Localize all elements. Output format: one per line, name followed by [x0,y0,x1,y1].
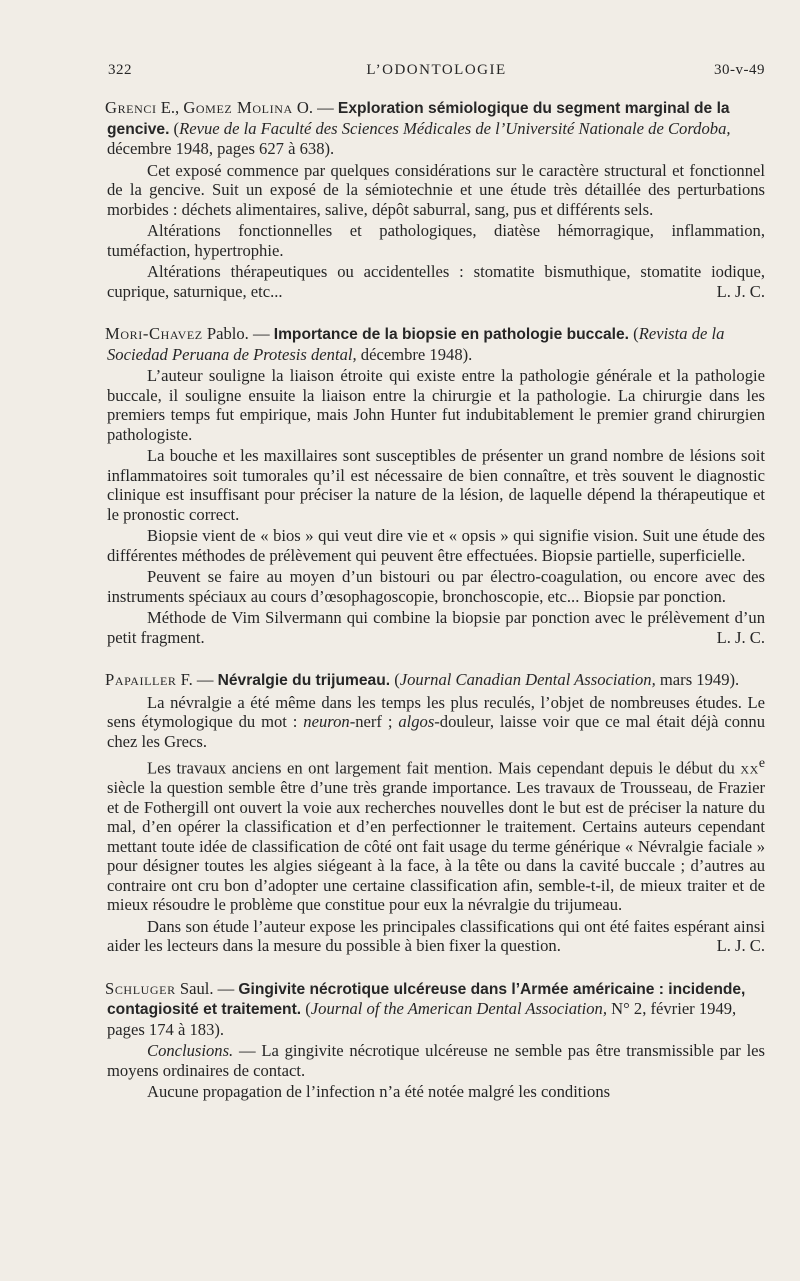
paragraph-text: Les travaux anciens en ont largement fait mention. Mais cependant depuis le début du [147,758,741,778]
signature: L. J. C. [716,281,765,301]
paragraph-text: siècle la question semble être d’une très grande importance. Les travaux de Trousseau, de Frazier et de Fothergill ont ouvert la voie aux recherches nouvelles dont le but est de préciser la nature du mal, d’en opérer la classification et d’en perfectionner le traitement. Certains auteurs cependant mettant toute idée de classification de côté ont fait usage du terme générique « Névralgie faciale » pour désigner toutes les algies siégeant à la face, à la tête ou dans la cavité buccale ; d’autres au contraire ont cru bon d’adopter une certaine classification afin, semble-t-il, de mieux traiter et de mieux résoudre le problème que constitue pour eux la névralgie du trijumeau. [107,778,765,915]
issue-date: 30-v-49 [714,62,765,78]
running-head [108,62,765,84]
paragraph-text: La névralgie a été même dans les temps les plus reculés, l’objet de nombreuses études. Le sens étymologique du mot : [107,692,765,731]
paragraph-text: Méthode de Vim Silvermann qui combine la biopsie par ponction avec le prélèvement d’un petit fragment. [107,608,765,647]
paragraph [107,608,765,647]
author-name: Papailler [105,670,177,689]
text-column [107,98,765,1125]
paragraph [107,693,765,752]
source-paren: ( [301,999,311,1019]
author-initials: Pablo. — [202,324,274,343]
review-entry-papailler [107,670,765,956]
entry-heading [107,324,765,364]
paragraph: Biopsie vient de « bios » qui veut dire vie et « opsis » qui signifie vision. Suit une étude des différentes méthodes de prélèvement qui peuvent être effectuées. Biopsie partielle, superficielle. [107,526,765,565]
source-paren: ( [629,324,639,343]
source-journal: Revista de la Sociedad Peruana de Protesis dental, [107,324,725,364]
paragraph [107,753,765,915]
author-name: Gomez Molina [183,98,293,117]
author-name: Mori-Chavez [105,324,203,343]
author-initials: O. — [292,98,338,117]
source-journal: Revue de la Faculté des Sciences Médicales de l’Université Nationale de Cordoba, [179,118,731,138]
article-title: Importance de la biopsie en pathologie buccale. [273,326,630,343]
paragraph: Peuvent se faire au moyen d’un bistouri ou par électro-coagulation, ou encore avec des instruments spéciaux au cours d’œsophagoscopie, bronchoscopie, etc... Biopsie par ponction. [107,567,765,606]
source-paren: ( [390,670,400,689]
review-entry-schluger [107,979,765,1102]
article-title: Gingivite nécrotique ulcéreuse dans l’Armée américaine : incidende, contagiosité et traitement. [107,980,746,1019]
paragraph-text: -nerf ; [349,712,399,731]
journal-title: L’ODONTOLOGIE [366,62,507,78]
paragraph: L’auteur souligne la liaison étroite qui existe entre la pathologie générale et la pathologie buccale, il souligne ensuite la liaison entre la chirurgie et la pathologie. La chirurgie dans les premiers temps fut empirique, mais John Hunter fut indubitablement le premier grand chirurgien pathologiste. [107,366,765,444]
author-name: Schluger [105,978,176,998]
paragraph-text: Altérations thérapeutiques ou accidentelles : stomatite bismuthique, stomatite iodique, cuprique, saturnique, etc... [107,262,765,301]
entry-heading [107,670,765,691]
source-journal: Journal of the American Dental Association, [310,999,607,1019]
source-details: N° 2, février 1949, pages 174 à 183). [107,999,737,1039]
page-number: 322 [108,62,132,78]
signature: L. J. C. [716,627,765,647]
entry-heading [107,98,765,159]
conclusions-label: Conclusions. [147,1041,234,1061]
paragraph: Aucune propagation de l’infection n’a été notée malgré les conditions [147,1082,611,1102]
paragraph [107,262,765,301]
author-name: Grenci [105,98,157,117]
source-paren: ( [169,118,180,138]
source-details: décembre 1948, pages 627 à 638). [107,139,335,158]
author-initials: Saul. — [175,978,239,998]
greek-term: algos [398,712,435,731]
source-details: décembre 1948). [356,344,473,364]
century-numeral: xx [740,758,759,778]
paragraph [107,917,765,956]
paragraph: Altérations fonctionnelles et pathologiques, diatèse hémorragique, inflammation, tuméfaction, hypertrophie. [107,221,765,260]
paragraph [107,1041,765,1080]
author-initials: F. — [176,670,218,689]
paragraph-text: — La gingivite nécrotique ulcéreuse ne semble pas être transmissible par les moyens ordinaires de contact. [107,1041,765,1080]
paragraph-text: Dans son étude l’auteur expose les principales classifications qui ont été faites espérant ainsi aider les lecteurs dans la mesure du possible à bien fixer la question. [107,916,765,956]
paragraph: Cet exposé commence par quelques considérations sur le caractère structural et fonctionnel de la gencive. Suit un exposé de la sémiotechnie et une étude très détaillée des perturbations morbides : déchets alimentaires, salive, dépôt saburral, sang, pus et différents sels. [107,160,765,219]
review-entry-mori-chavez [107,324,765,647]
signature: L. J. C. [716,936,765,956]
paragraph-text: -douleur, laisse voir que ce mal était déjà connu chez les Grecs. [107,712,765,751]
article-title: Névralgie du trijumeau. [217,672,391,689]
author-initials: E., [156,98,184,117]
source-journal: Journal Canadian Dental Association, [399,670,656,689]
source-details: mars 1949). [655,670,740,689]
entry-heading [107,979,765,1040]
review-entry-grenci [107,98,765,301]
century-suffix: e [758,755,765,770]
article-title: Exploration sémiologique du segment marginal de la gencive. [107,100,730,138]
greek-term: neuron [303,712,350,731]
paragraph: La bouche et les maxillaires sont susceptibles de présenter un grand nombre de lésions soit inflammatoires soit tumorales qu’il est nécessaire de bien connaître, et très souvent le diagnostic clinique est insuffisant pour préciser la nature de la lésion, de laquelle dépend la thérapeutique et le pronostic correct. [107,446,765,524]
